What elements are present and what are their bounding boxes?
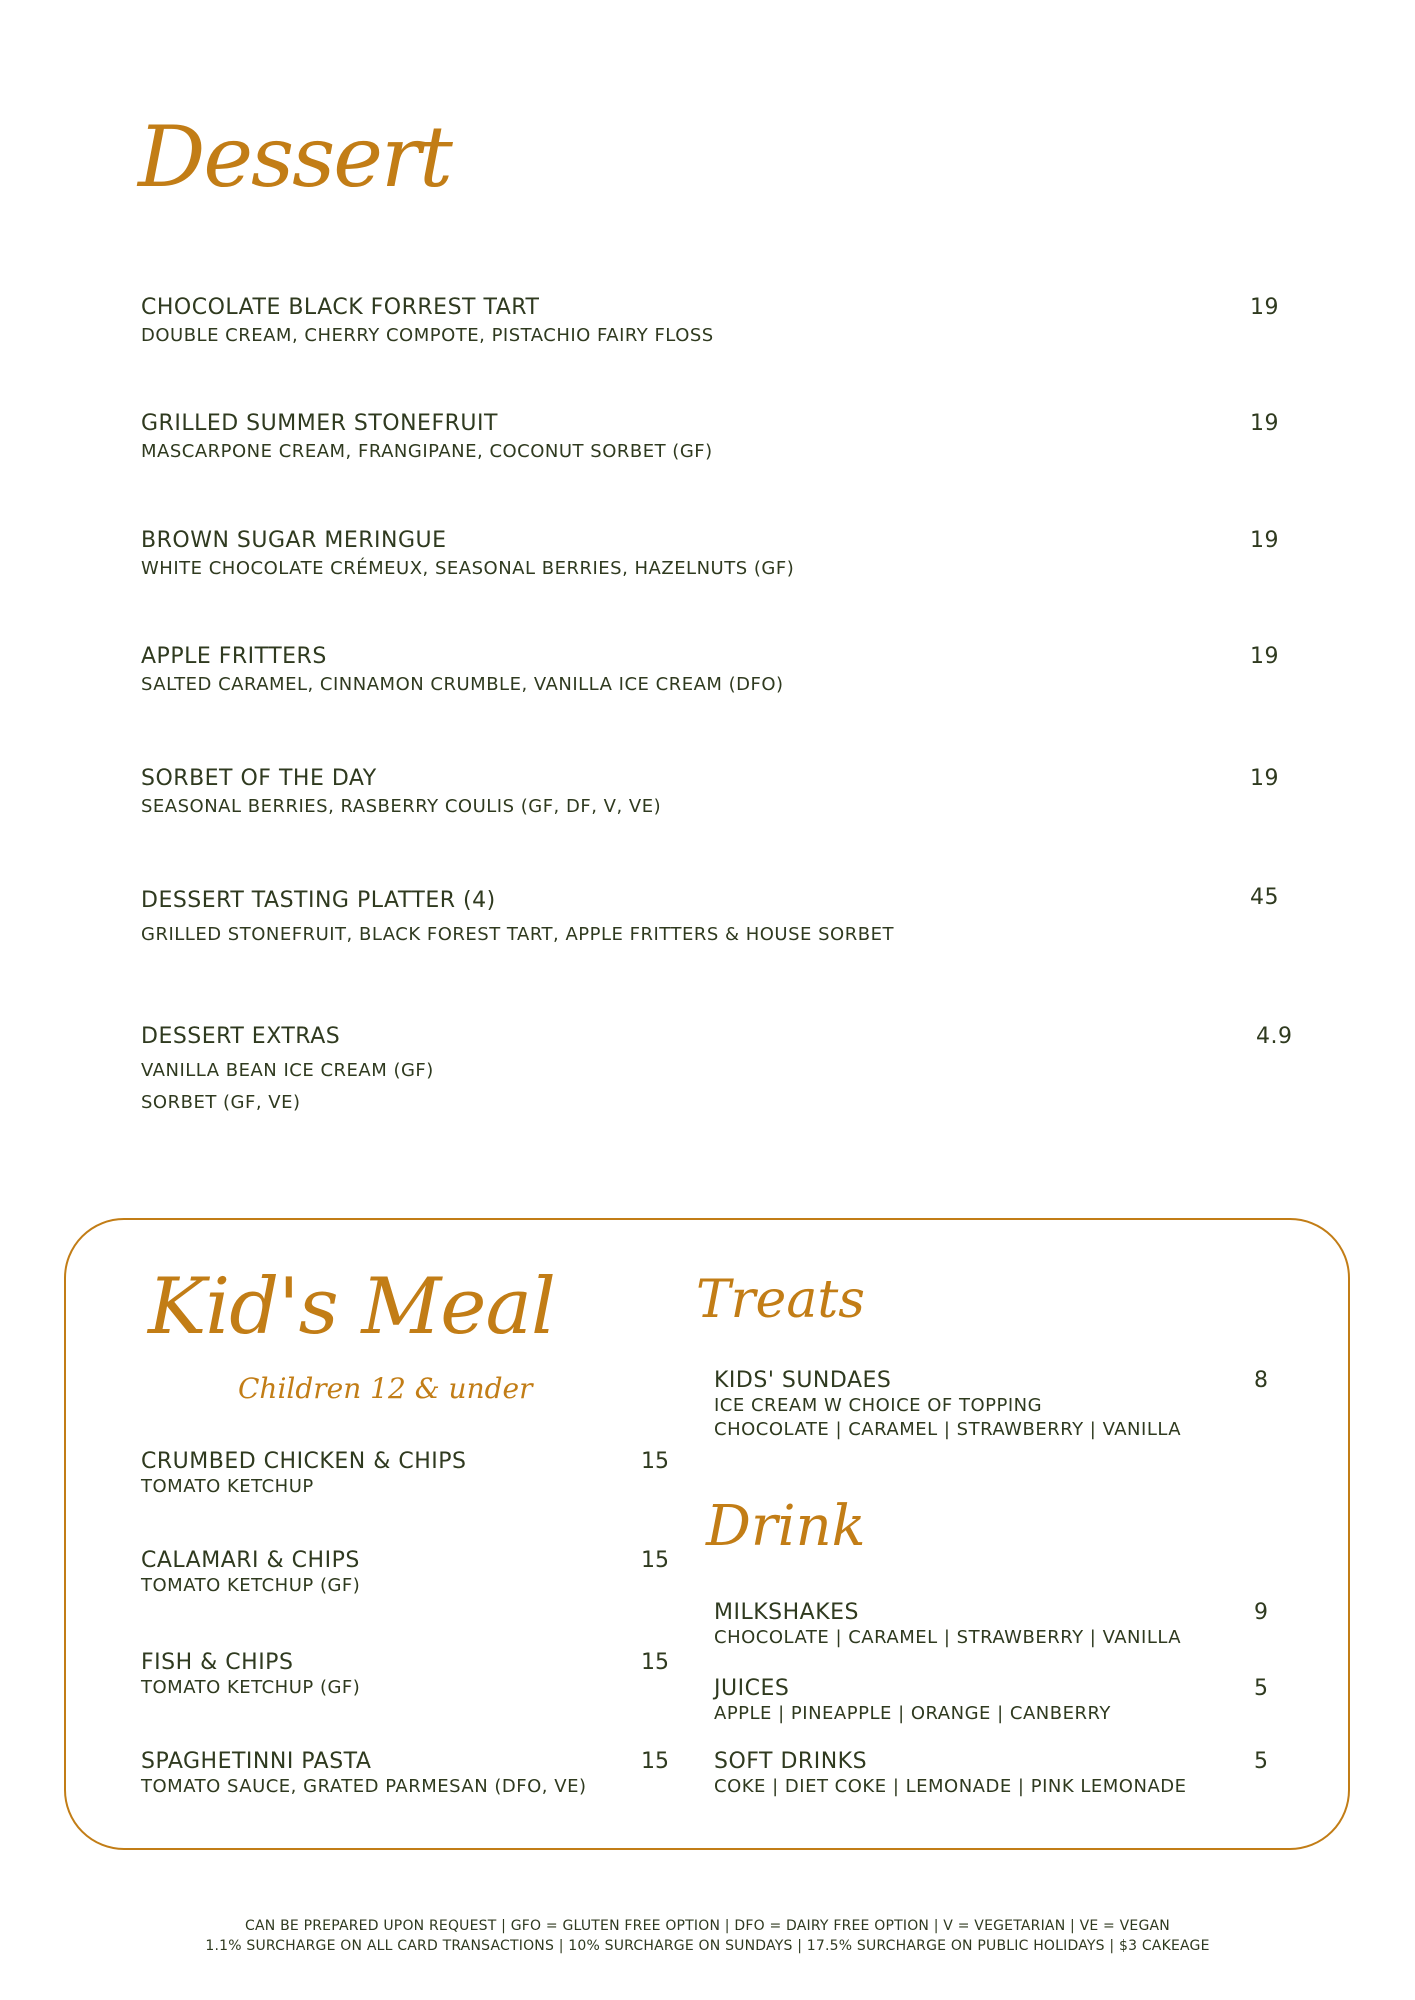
item-description: TOMATO KETCHUP (GF) xyxy=(141,1575,361,1596)
menu-item xyxy=(141,885,1301,946)
item-description: MASCARPONE CREAM, FRANGIPANE, COCONUT SORBET (GF) xyxy=(141,441,713,462)
item-price: 15 xyxy=(641,1548,669,1573)
kids-meal-heading: Kid's Meal xyxy=(148,1262,555,1352)
treats-heading: Treats xyxy=(696,1270,865,1330)
item-description: ICE CREAM W CHOICE OF TOPPING xyxy=(714,1395,1043,1416)
item-description: CHOCOLATE | CARAMEL | STRAWBERRY | VANILLA xyxy=(714,1419,1182,1440)
item-price: 9 xyxy=(1254,1600,1268,1625)
item-name: MILKSHAKES xyxy=(714,1600,860,1625)
dessert-heading: Dessert xyxy=(138,108,451,206)
footer-notes xyxy=(0,1916,1415,1956)
item-description: DOUBLE CREAM, CHERRY COMPOTE, PISTACHIO FAIRY FLOSS xyxy=(141,325,714,346)
item-name: CRUMBED CHICKEN & CHIPS xyxy=(141,1449,467,1474)
menu-item xyxy=(141,1749,669,1799)
menu-item xyxy=(714,1749,1278,1799)
item-name: CALAMARI & CHIPS xyxy=(141,1548,360,1573)
menu-item xyxy=(141,295,1301,347)
item-description: TOMATO KETCHUP (GF) xyxy=(141,1677,361,1698)
menu-item xyxy=(141,528,1301,580)
menu-item xyxy=(714,1368,1278,1442)
item-price: 19 xyxy=(1250,295,1279,320)
item-name: APPLE FRITTERS xyxy=(141,644,327,669)
item-name: DESSERT TASTING PLATTER (4) xyxy=(141,888,496,913)
menu-item xyxy=(141,1024,1301,1114)
item-name: FISH & CHIPS xyxy=(141,1650,294,1675)
item-description: GRILLED STONEFRUIT, BLACK FOREST TART, APPLE FRITTERS & HOUSE SORBET xyxy=(141,924,894,945)
menu-item xyxy=(141,1449,669,1499)
item-description: VANILLA BEAN ICE CREAM (GF) xyxy=(141,1060,434,1081)
menu-item xyxy=(714,1600,1278,1650)
menu-item xyxy=(141,644,1301,696)
item-description: TOMATO SAUCE, GRATED PARMESAN (DFO, VE) xyxy=(141,1776,587,1797)
item-price: 15 xyxy=(641,1449,669,1474)
item-description: COKE | DIET COKE | LEMONADE | PINK LEMONADE xyxy=(714,1776,1187,1797)
item-name: SPAGHETINNI PASTA xyxy=(141,1749,372,1774)
item-name: SORBET OF THE DAY xyxy=(141,766,377,791)
menu-item xyxy=(714,1676,1278,1726)
item-name: KIDS' SUNDAES xyxy=(714,1368,892,1393)
menu-item xyxy=(141,1548,669,1598)
footer-surcharges: 1.1% SURCHARGE ON ALL CARD TRANSACTIONS | 10% SURCHARGE ON SUNDAYS | 17.5% SURCHARGE ON PUBLIC HOLIDAYS | $3 CAKEAGE xyxy=(205,1938,1210,1954)
menu-item xyxy=(141,411,1301,463)
item-description: CHOCOLATE | CARAMEL | STRAWBERRY | VANILLA xyxy=(714,1627,1182,1648)
item-price: 5 xyxy=(1254,1749,1268,1774)
item-price: 19 xyxy=(1250,528,1279,553)
item-description: WHITE CHOCOLATE CRÉMEUX, SEASONAL BERRIES, HAZELNUTS (GF) xyxy=(141,558,795,579)
item-name: CHOCOLATE BLACK FORREST TART xyxy=(141,295,540,320)
item-price: 15 xyxy=(641,1650,669,1675)
item-price: 19 xyxy=(1250,644,1279,669)
item-description: SALTED CARAMEL, CINNAMON CRUMBLE, VANILLA ICE CREAM (DFO) xyxy=(141,674,784,695)
item-price: 5 xyxy=(1254,1676,1268,1701)
menu-item xyxy=(141,1650,669,1700)
item-description: SEASONAL BERRIES, RASBERRY COULIS (GF, DF, V, VE) xyxy=(141,796,662,817)
item-name: BROWN SUGAR MERINGUE xyxy=(141,528,447,553)
item-name: DESSERT EXTRAS xyxy=(141,1024,341,1049)
item-description: APPLE | PINEAPPLE | ORANGE | CANBERRY xyxy=(714,1703,1111,1724)
item-price: 15 xyxy=(641,1749,669,1774)
item-price: 19 xyxy=(1250,411,1279,436)
item-description: SORBET (GF, VE) xyxy=(141,1092,301,1113)
item-price: 8 xyxy=(1254,1368,1268,1393)
menu-item xyxy=(141,766,1301,818)
item-name: GRILLED SUMMER STONEFRUIT xyxy=(141,411,498,436)
item-price: 4.9 xyxy=(1256,1024,1293,1049)
drink-heading: Drink xyxy=(706,1494,866,1559)
kids-meal-subheading: Children 12 & under xyxy=(238,1372,533,1405)
footer-dietary-key: CAN BE PREPARED UPON REQUEST | GFO = GLUTEN FREE OPTION | DFO = DAIRY FREE OPTION | V = VEGETARIAN | VE = VEGAN xyxy=(245,1918,1170,1934)
item-price: 19 xyxy=(1250,766,1279,791)
item-price: 45 xyxy=(1250,885,1279,910)
item-description: TOMATO KETCHUP xyxy=(141,1476,314,1497)
item-name: JUICES xyxy=(714,1676,790,1701)
item-name: SOFT DRINKS xyxy=(714,1749,868,1774)
